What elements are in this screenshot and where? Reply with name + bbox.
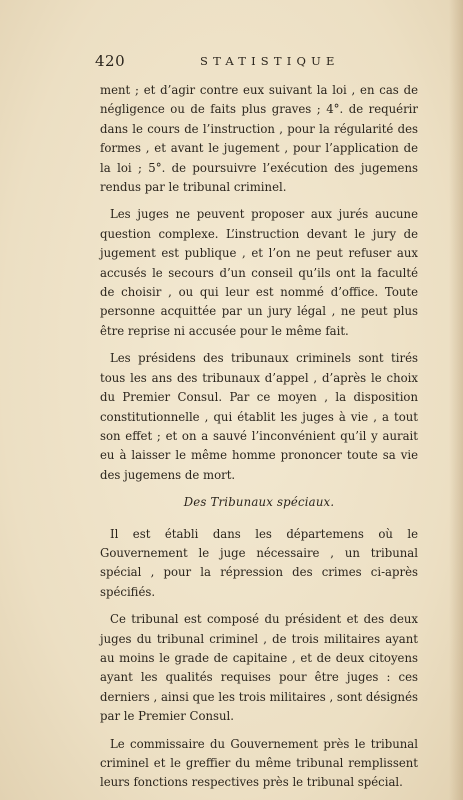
page-header	[95, 52, 425, 72]
running-title: STATISTIQUE	[200, 54, 340, 68]
paragraph-composition: Ce tribunal est composé du président et des deux juges du tribunal criminel , de trois militaires ayant au moins le grade de capitaine , et de deux citoyens ayant les qualités requises pour être juges : ces derniers , ainsi que les trois militaires , sont désignés par le Premier Consul.	[100, 612, 418, 724]
paragraph-presidens: Les présidens des tribunaux criminels sont tirés tous les ans des tribunaux d’appel , d’après le choix du Premier Consul. Par ce moyen , la disposition constitutionnelle , qui établit les juges à vie , a tout son effet ; et on a sauvé l’inconvénient qu’il y aurait eu à laisser le même homme prononcer toute sa vie des jugemens de mort.	[100, 351, 418, 482]
section-heading: Des Tribunaux spéciaux.	[183, 495, 335, 510]
paragraph-juges: Les juges ne peuvent proposer aux jurés aucune question complexe. L’instruction devant le jury de jugement est publique , et l’on ne peut refuser aux accusés le secours d’un conseil qu’ils ont la faculté de choisir , ou qui leur est nommé d’office. Toute personne acquittée par un jury légal , ne peut plus être reprise ni accusée pour le même fait.	[100, 207, 418, 338]
page-number: 420	[95, 52, 126, 70]
paragraph-continuation: ment ; et d’agir contre eux suivant la loi , en cas de négligence ou de faits plus graves ; 4°. de requérir dans le cours de l’instruction , pour la régularité des formes , et avant le jugement , pour l’application de la loi ; 5°. de poursuivre l’exécution des jugemens rendus par le tribunal criminel.	[100, 83, 418, 195]
paragraph-commissaire: Le commissaire du Gouvernement près le tribunal criminel et le greffier du même tribunal remplissent leurs fonctions respectives près le tribunal spécial.	[100, 736, 418, 790]
page-body	[100, 81, 418, 793]
page-gutter-shadow	[449, 0, 463, 800]
paragraph-tribunal-special: Il est établi dans les départemens où le Gouvernement le juge nécessaire , un tribunal spécial , pour la répression des crimes ci-après spécifiés.	[100, 526, 418, 599]
